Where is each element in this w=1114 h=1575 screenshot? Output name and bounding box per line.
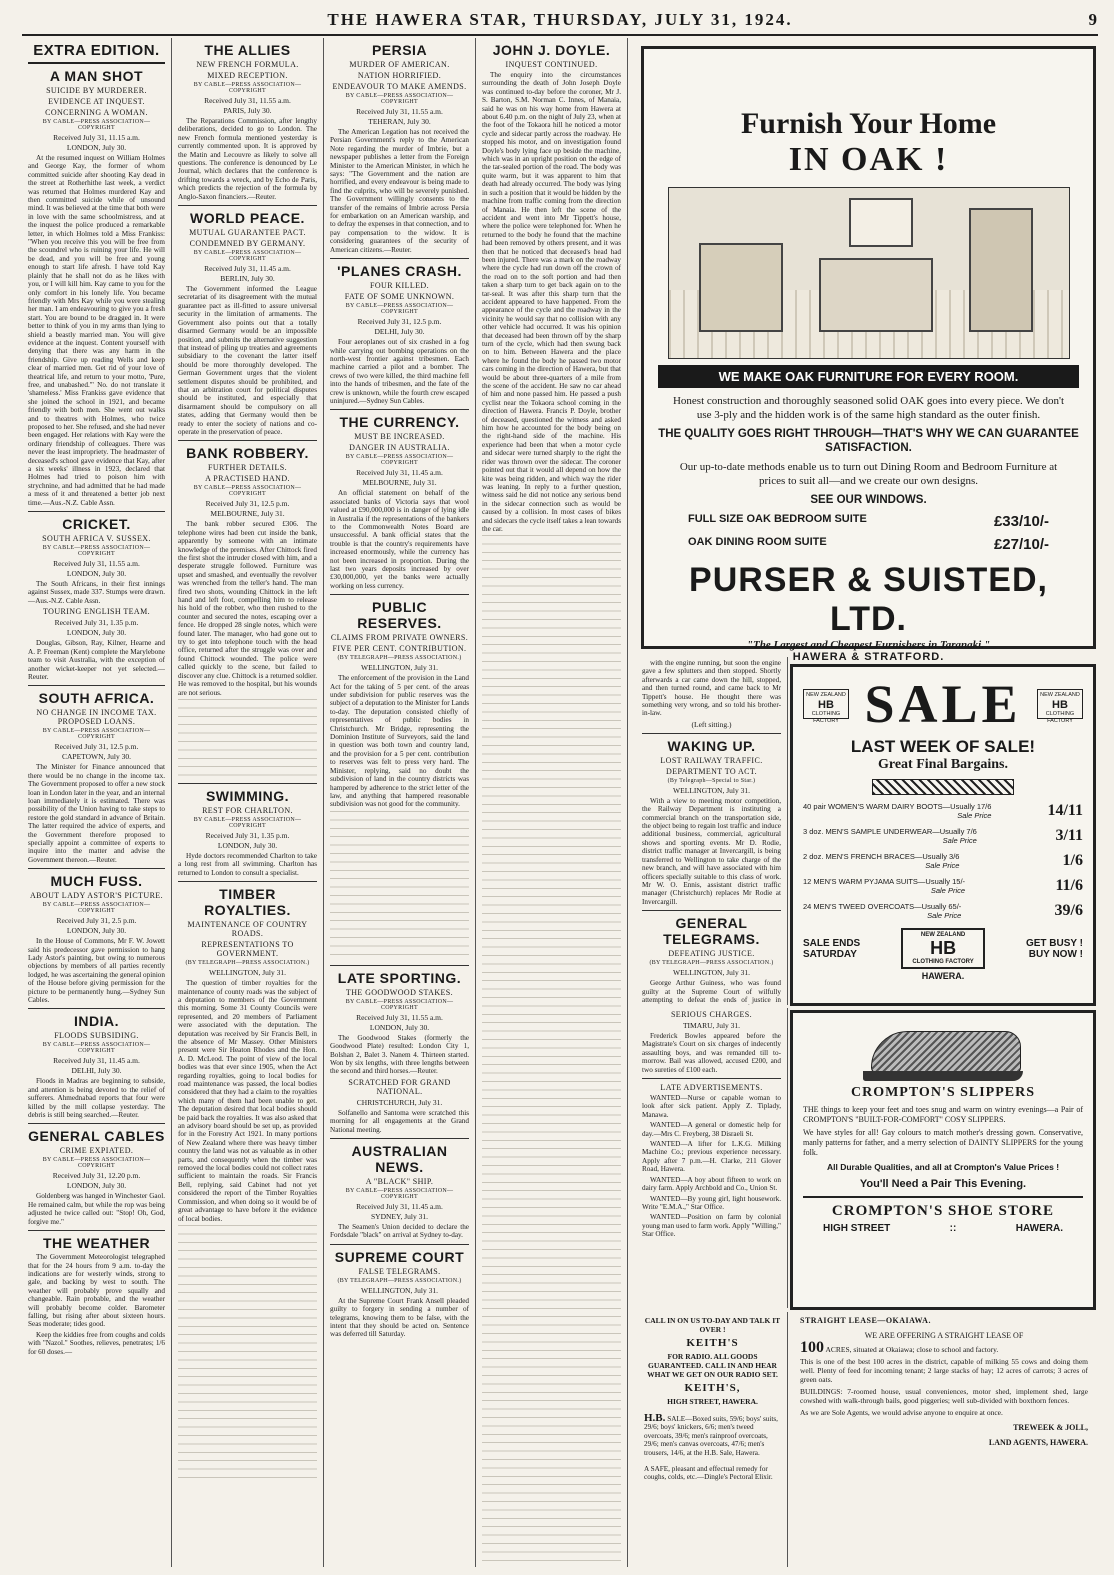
- subheading: FURTHER DETAILS.: [207, 463, 288, 473]
- cable-credit: BY CABLE—PRESS ASSOCIATION—COPYRIGHT: [345, 1187, 454, 1200]
- classified-ad: WANTED—Nurse or capable woman to look after sick patient. Apply Z. Tiplady, Manawa.: [642, 1094, 781, 1119]
- oak-furniture-advertisement: [641, 46, 1096, 663]
- cable-credit: BY CABLE—PRESS ASSOCIATION—COPYRIGHT: [345, 93, 454, 105]
- bedroom-illustration: [668, 187, 1070, 359]
- price-label: FULL SIZE OAK BEDROOM SUITE: [688, 513, 867, 525]
- received-line: Received July 31, 11.55 a.m.: [356, 107, 443, 116]
- dresser-illustration: [699, 243, 783, 332]
- article-body: Solfanello and Santoma were scratched this morning for all engagements at the Grand National meeting.: [330, 1108, 469, 1134]
- subheading: CONDEMNED BY GERMANY.: [189, 239, 306, 249]
- dateline: WELLINGTON, July 31.: [361, 1285, 438, 1295]
- article-heading: GENERAL TELEGRAMS.: [663, 915, 760, 948]
- dateline: LONDON, July 30.: [66, 143, 127, 152]
- article-body: At the Supreme Court Frank Ansell pleaded guilty to forgery in sending a number of telegrams, knowing them to be false, with the intent that they should be acted on. Sentence was deferred till Saturday.: [330, 1296, 469, 1339]
- subheading: MUST BE INCREASED.: [354, 432, 445, 442]
- article-body: In the House of Commons, Mr F. W. Jowett said his predecessor gave permission to hang Lady Astor's painting, but owing to numerous objections by members of all parties recently lodged, he was ascertaining the general opinion of the House before giving permission for the picture to be permanently hung.—Sydney Sun Cables.: [28, 937, 165, 1005]
- dateline: WELLINGTON, July 31.: [673, 785, 750, 795]
- sale-item-description: 12 MEN'S WARM PYJAMA SUITS—Usually 15/-: [803, 877, 966, 886]
- subheading: SUICIDE BY MURDERER.: [46, 86, 147, 95]
- ad-text: We have styles for all! Gay colours to match mother's dressing gown. Conservative, manly patterns for father, and a merry selection of DAINTY SLIPPERS for the young folk.: [803, 1128, 1083, 1157]
- sale-item-description: 3 doz. MEN'S SAMPLE UNDERWEAR—Usually 7/6: [803, 827, 977, 836]
- article-body: The Government Meteorologist telegraphed that for the 24 hours from 9 a.m. to-day the indications are for westerly winds, strong to gale, and backing by west to south. The weather will probably prove squally and changeable. Rain probable, and the weather will probably become colder. Barometer falling, but rising after about sixteen hours. Seas moderate; tides good.: [28, 1253, 165, 1329]
- store-name: KEITH'S,: [684, 1382, 741, 1394]
- article-body: The Seamen's Union decided to declare the Fordsdale "black" on arrival at Sydney to-day.: [330, 1222, 469, 1240]
- classified-ad: WANTED—A lifter for L.K.G. Milking Machine Co.; previous experience necessary. Apply after 7 p.m.—H. Clarke, 211 Glover Road, Hawera.: [642, 1140, 781, 1174]
- extra-edition-heading: EXTRA EDITION.: [28, 42, 165, 64]
- sale-item: [803, 902, 1083, 920]
- article-body: The question of timber royalties for the maintenance of county roads was the subject of a deputation to members of the Government this morning. Some 31 County Councils were represented, and 20 members of Parliament were associated with the deputation. The deputation was received by Sir Francis Bell, in the absence of Mr Massey. Other Ministers present were Sir Heaton Rhodes and the Hon. A. D. McLeod. The point of view of the local bodies was that ever since 1905, when the Act regarding royalties, going to local bodies for road maintenance was passed, the local bodies considered that they had a claim to the royalties which many of them had been unable to get. The deputation desired that local bodies should be paid back the royalties. It was also asked that an advisory board should be set up, as provided for in the Forestry Act 1921. In many portions of New Zealand where there was heavy timber country the land was not as valuable as in other parts, and consequently when the timber was removed the local bodies could not collect rates sufficient to maintain the roads. Sir Francis Bell, replying, said Cabinet had not yet considered the report of the Timber Royalties Commission, and when doing so it would be of great advantage to have before it the evidence of local bodies.: [178, 979, 317, 1223]
- store-name: KEITH'S: [686, 1337, 739, 1349]
- get-busy: GET BUSY !: [1025, 937, 1083, 949]
- divider: [28, 1008, 165, 1009]
- ad-text: BUILDINGS: 7-roomed house, usual conveniences, motor shed, implement shed, large cowshed with walk-through bails, good piggeries; well sub-divided with boxthorn fences.: [800, 1387, 1088, 1405]
- store-address: HIGH STREET :: HAWERA.: [823, 1223, 1063, 1234]
- divider: [178, 440, 317, 441]
- article-body: Keep the kiddies free from coughs and colds with "Nazol." Soothes, relieves, penetrates; 1/6 for 60 doses.—: [28, 1330, 165, 1356]
- subheading: ABOUT LADY ASTOR'S PICTURE.: [30, 891, 163, 901]
- article-body: Floods in Madras are beginning to subside, and attention is being devoted to the relief of sufferers. Ahmednabad reports that four were killed by the mill collapse yesterday. The debris is still being searched.—Reuter.: [28, 1077, 165, 1120]
- subheading: SCRATCHED FOR GRAND NATIONAL.: [348, 1077, 451, 1096]
- window-illustration: [849, 198, 913, 247]
- article-heading: LATE SPORTING.: [337, 969, 462, 986]
- ad-emphasis: All Durable Qualities, and all at Crompton's Value Prices !: [826, 1162, 1060, 1172]
- subheading: DEFEATING JUSTICE.: [668, 949, 755, 959]
- article-heading: TIMBER ROYALTIES.: [204, 886, 291, 919]
- subheading: DANGER IN AUSTRALIA.: [349, 443, 450, 453]
- classifieds-heading: LATE ADVERTISEMENTS.: [660, 1083, 763, 1093]
- sale-location: HAWERA.: [921, 971, 965, 981]
- sale-item: [803, 827, 1083, 845]
- divider: [330, 1138, 469, 1139]
- received-line: Received July 31, 11.45 a.m.: [356, 1201, 443, 1211]
- classified-ad: WANTED—By young girl, light housework. Write "E.M.A.," Star Office.: [642, 1194, 781, 1211]
- sale-item-description: 24 MEN'S TWEED OVERCOATS—Usually 65/-: [803, 902, 962, 911]
- received-line: Received July 31, 11.55 a.m.: [356, 1012, 443, 1022]
- subheading: INQUEST CONTINUED.: [505, 60, 598, 69]
- dateline: DELHI, July 30.: [71, 1066, 122, 1076]
- wardrobe-illustration: [969, 208, 1033, 332]
- hb-badge: NEW ZEALAND HB CLOTHING FACTORY: [1037, 689, 1083, 719]
- ribbon-ornament: [872, 779, 1014, 795]
- sale-items: [803, 802, 1083, 920]
- article-body: The Goodwood Stakes (formerly the Goodwood Plate) resulted: London City 1, Bolshan 2, Balet 3. Nanem 4. Thirteen started. Won by six lengths, with three lengths between the second and third horses.—Reuter.: [330, 1033, 469, 1076]
- ad-headline: Furnish Your Home: [740, 107, 997, 140]
- article-heading: 'PLANES CRASH.: [337, 263, 462, 280]
- article-heading: AUSTRALIAN NEWS.: [351, 1142, 448, 1175]
- sale-price: 14/11: [1047, 802, 1083, 819]
- sale-ends: SALE ENDS: [803, 937, 861, 949]
- article-body: An official statement on behalf of the associated banks of Victoria says that wool valued at £90,000,000 is in danger of lying idle in Australia if the representations of the bankers to the Commonwealth Notes Board are unsuccessful. A bank official states that the trouble is that the country's requirements have increased enormously, while the currency has not been increased in proportion. During the last two years deposits increased by over £30,000,000, yet the banks were actually working on less currency.: [330, 489, 469, 590]
- dateline: WELLINGTON, July 31.: [673, 968, 750, 978]
- slipper-illustration: [863, 1025, 1023, 1081]
- article-heading: PUBLIC RESERVES.: [357, 599, 442, 632]
- ad-text: As we are Sole Agents, we would advise anyone to enquire at once.: [800, 1408, 1003, 1417]
- subheading: LOST RAILWAY TRAFFIC.: [660, 755, 763, 765]
- text-lines: [178, 1225, 317, 1485]
- divider: [330, 409, 469, 410]
- article-body: The enquiry into the circumstances surrounding the death of John Joseph Doyle was continued to-day before the coroner, Mr J. S. Barton, S.M. Norman C. Innes, of Manaia, said he was on his way home from Hawera at about 6.40 p.m. on the night of July 23, when at the foot of the Tokaora hill he noticed a motor cycle and sidecar partly across the roadway. He stopped his motor, and on investigation found Doyle's body lying face up beside the machine, which was in an upright position on the edge of the tar-sealed portion of the road. The body was quite warm, but it was apparent to him that death had already occurred. The body was lying in such a position that it would be hidden by the machine from traffic coming from the direction of Manaia. He then left the scene of the accident and went into Mr Tippett's house, where the police were telephoned for. When he returned to the body he found that the machine had been removed by others present, and it was then that he noticed that deceased's head had been injured. There was a mark on the roadway where the cycle had run down off the crown of the road on to the soft portion and had then taken a sharp turn to get back again on to the tar-seal. It was after this sharp turn that the accident appeared to have happened. From the appearance of the cycle and the roadway in the vicinity he would say that no collision with any other vehicle had occurred. It was his opinion that deceased had been thrown off by the sharp turn of the cycle, which had then swung back on to him. Between Hawera and the place where he found the body he passed two motor cars coming in the direction of Hawera, but that would be about three-quarters of a mile from the scene of the accident. He saw no car ahead of him and none passed him. He passed a push cyclist near the Tokaora school coming in the direction of Hawera. Francis P. Doyle, brother of deceased, questioned the witness and asked him how he accounted for the body being on the right-hand side of the machine. His experience had been that when a motor cycle and sidecar were turned sharply to the right the rider was thrown over the sidecar. The coroner pointed out that it would all depend on how the kite was being ridden, and which way the rider was leaning. In reply to a further question, witness said he did not notice any serious bend in the sidecar connection such as would be caused by a collision. In most cases of bikes and sidecars the cycle itself takes a lean towards the car.: [482, 71, 621, 533]
- sale-price: 39/6: [1054, 902, 1083, 919]
- sale-price-label: Sale Price: [925, 861, 960, 870]
- article-body: With a view to meeting motor competition, the Railway Department is instituting a commercial branch on the transportation side, the object being to regain lost traffic and induce additional business, commercial, agricultural shows and sporting events. Mr D. Rodie, district traffic manager at Invercargill, is being transferred to Wellington to take charge of the new branch, and will have associated with him officers specially suitable to this class of work. Mr W. O. Ennis, assistant district traffic manager (Christchurch) replaces Mr Rodie at Invercargill.: [642, 796, 781, 906]
- dateline: LONDON, July 30.: [66, 926, 127, 936]
- subheading: REPRESENTATIONS TO GOVERNMENT.: [201, 940, 294, 959]
- ad-text: WE ARE OFFERING A STRAIGHT LEASE OF: [864, 1331, 1024, 1340]
- dateline: MELBOURNE, July 31.: [362, 478, 437, 488]
- dateline: LONDON, July 30.: [369, 1022, 430, 1032]
- masthead: [22, 6, 1098, 36]
- subheading: FIVE PER CENT. CONTRIBUTION.: [332, 644, 467, 654]
- article-body: George Arthur Guiness, who was found guilty at the Supreme Court of wilfully attempting to defeat the ends of justice in: [642, 979, 781, 1004]
- dateline: TIMARU, July 31.: [682, 1021, 741, 1030]
- received-line: Received July 31, 1.35 p.m.: [205, 830, 290, 840]
- cable-credit: (BY TELEGRAPH—PRESS ASSOCIATION.): [649, 960, 774, 967]
- cable-credit: BY CABLE—PRESS ASSOCIATION—COPYRIGHT: [42, 728, 151, 741]
- store-address: HIGH STREET, HAWERA.: [667, 1397, 758, 1406]
- subheading: CLAIMS FROM PRIVATE OWNERS.: [330, 633, 469, 643]
- subheading: MAINTENANCE OF COUNTRY ROADS.: [187, 920, 308, 939]
- cromptons-slippers-advertisement: [790, 1010, 1096, 1310]
- subheading: EVIDENCE AT INQUEST.: [48, 97, 145, 106]
- received-line: Received July 31, 11.55 a.m.: [53, 559, 140, 569]
- sale-title: SALE: [864, 674, 1022, 734]
- dateline: CAPETOWN, July 30.: [61, 752, 132, 762]
- dateline: TEHERAN, July 30.: [368, 117, 431, 126]
- ad-emphasis: SEE OUR WINDOWS.: [810, 494, 927, 506]
- divider: [330, 1244, 469, 1245]
- ad-text: 100 ACRES, situated at Okaiawa; close to school and factory.: [800, 1339, 999, 1356]
- ad-headline: STRAIGHT LEASE—OKAIAWA.: [800, 1316, 931, 1325]
- article-heading: SOUTH AFRICA.: [38, 690, 155, 707]
- price-value: £27/10/-: [993, 536, 1049, 553]
- column-1: [22, 38, 172, 1567]
- ad-emphasis: You'll Need a Pair This Evening.: [859, 1178, 1027, 1190]
- article-heading: PERSIA: [371, 42, 428, 58]
- column-4: [476, 38, 628, 1567]
- received-line: Received July 31, 11.45 a.m.: [53, 1056, 140, 1066]
- article-body: The bank robber secured £306. The telephone wires had been cut inside the bank, apparently by someone with an intimate knowledge of the premises. After Chittock fired the first shot the intruder closed with him, and a desperate struggle followed. Furniture was upset and smashed, and eventually the revolver was wrenched from the teller's hand. The man fired two shots, wounding Chittock in the left hand and left foot, compelling him to release his hold of the robber, who then rushed to the counter and secured the notes, escaping over a fence. He dropped 28 single notes, which were found later. The manager, who had gone out to try to get into telephone touch with the head office, returned after the struggle was over and found Chittock wounded. The police were called quickly to the scene, but failed to discover any clue. Chittock is a returned soldier. He was removed to the hospital, but his wounds are not serious.: [178, 520, 317, 697]
- article-heading: GENERAL CABLES: [28, 1128, 165, 1145]
- price-line: [688, 536, 1049, 553]
- subheading: NATION HORRIFIED.: [357, 71, 442, 80]
- dateline: PARIS, July 30.: [223, 106, 272, 115]
- sale-price: 3/11: [1055, 827, 1083, 844]
- sale-footer: [803, 928, 1083, 969]
- cable-credit: BY CABLE—PRESS ASSOCIATION—COPYRIGHT: [42, 1157, 151, 1170]
- article-body: Goldenberg was hanged in Winchester Gaol. He remained calm, but while the rop was being adjusted he twice called out: "Stop! Oh, God, forgive me.": [28, 1192, 165, 1226]
- subheading: FLOODS SUBSIDING.: [54, 1031, 139, 1041]
- article-heading: SUPREME COURT: [334, 1248, 465, 1265]
- bed-illustration: [819, 258, 933, 332]
- cable-credit: BY CABLE—PRESS ASSOCIATION—COPYRIGHT: [42, 902, 151, 915]
- divider: [28, 511, 165, 512]
- subheading: DEPARTMENT TO ACT.: [666, 766, 757, 776]
- cable-credit: BY CABLE—PRESS ASSOCIATION—COPYRIGHT: [42, 119, 151, 131]
- sale-price-label: Sale Price: [927, 911, 962, 920]
- cable-credit: BY CABLE—PRESS ASSOCIATION—COPYRIGHT: [42, 545, 151, 558]
- divider: [28, 1230, 165, 1231]
- sale-header: [803, 673, 1083, 735]
- sale-ends-day: SATURDAY: [803, 948, 857, 960]
- article-body: Douglas, Gibson, Ray, Kilner, Hearne and A. P. Freeman (Kent) complete the Marylebone team to visit Australia, with the exception of another wicket-keeper not yet selected.—Reuter.: [28, 639, 165, 681]
- price-line: [688, 513, 1049, 530]
- store-name: CROMPTON'S SHOE STORE: [803, 1196, 1083, 1220]
- column-5-upper: [636, 657, 788, 1005]
- subheading: FOUR KILLED.: [369, 281, 430, 291]
- ad-text: Our up-to-date methods enable us to turn out Dining Room and Bedroom Furniture at prices to suit all—and we create our own designs.: [679, 461, 1058, 487]
- subheading: TOURING ENGLISH TEAM.: [43, 607, 150, 617]
- cable-credit: BY CABLE—PRESS ASSOCIATION—COPYRIGHT: [42, 1042, 151, 1055]
- elixir-notice: A SAFE, pleasant and effectual remedy for coughs, colds, etc.—Dingle's Pectoral Elixir.: [644, 1465, 773, 1482]
- article-body: The Minister for Finance announced that there would be no change in the income tax. The Government proposed to offer a new stock loan in London later in the year, and an internal loan immediately it is estimated. There was possibility of the Union having to take steps to restore the gold standard in advance of Britain. The latter required the advice of experts, and the Government therefore proposed to specially appoint a committee of experts to inquire into the matter and advise the Government thereon.—Reuter.: [28, 763, 165, 864]
- divider: [28, 1123, 165, 1124]
- sale-item-description: 40 pair WOMEN'S WARM DAIRY BOOTS—Usually 17/6: [803, 802, 992, 811]
- sale-item-description: 2 doz. MEN'S FRENCH BRACES—Usually 3/6: [803, 852, 960, 861]
- text-lines: [330, 811, 469, 961]
- sale-item: [803, 877, 1083, 895]
- dateline: LONDON, July 30.: [66, 628, 127, 638]
- firm-location: HAWERA & STRATFORD.: [792, 651, 945, 663]
- sale-tagline: Great Final Bargains.: [877, 757, 1009, 772]
- sale-price-label: Sale Price: [930, 886, 966, 895]
- article-body: with the engine running, but soon the engine gave a few splutters and then stopped. Shortly afterwards a car came down the hill, stopped, and then turned round, and came back to Mr Tippett's house. He thought there was something very wrong, and so told his brother-in-law.: [642, 659, 781, 718]
- article-heading: THE CURRENCY.: [339, 414, 460, 431]
- classified-ad: WANTED—A general or domestic help for day.—Mrs C. Freyberg, 38 Disraeli St.: [642, 1121, 781, 1138]
- ad-text: FOR RADIO. ALL GOODS GUARANTEED. CALL IN AND HEAR WHAT WE GET ON OUR RADIO SET.: [647, 1352, 778, 1379]
- sale-subtitle: LAST WEEK OF SALE!: [850, 737, 1036, 756]
- received-line: Received July 31, 11.45 a.m.: [356, 468, 443, 478]
- dateline: CHRISTCHURCH, July 31.: [356, 1097, 443, 1107]
- received-line: Received July 31, 11.55 a.m.: [204, 96, 291, 105]
- column-3: [324, 38, 476, 1567]
- article-body: Frederick Bowles appeared before the Magistrate's Court on six charges of indecently assaulting boys, and was remanded till to-morrow. Bail was allowed, accused £200, and two sureties of £100 each.: [642, 1032, 781, 1074]
- article-heading: JOHN J. DOYLE.: [492, 42, 611, 58]
- subheading: SOUTH AFRICA V. SUSSEX.: [42, 534, 151, 544]
- dateline: DELHI, July 30.: [374, 327, 425, 337]
- subheading: MUTUAL GUARANTEE PACT.: [189, 228, 306, 238]
- agent-title: LAND AGENTS, HAWERA.: [988, 1438, 1088, 1447]
- article-body: The South Africans, in their first innings against Sussex, made 337. Stumps were drawn.—Aus.-N.Z. Cable Assn.: [28, 580, 165, 605]
- cable-credit: (BY TELEGRAPH—PRESS ASSOCIATION.): [337, 655, 462, 662]
- received-line: Received July 31, 12.5 p.m.: [357, 317, 442, 327]
- divider: [330, 965, 469, 966]
- buy-now: BUY NOW !: [1028, 948, 1083, 960]
- divider: [642, 1078, 781, 1079]
- sale-price-label: Sale Price: [957, 811, 992, 820]
- article-heading: INDIA.: [74, 1013, 119, 1030]
- classified-ad: WANTED—Position on farm by colonial young man used to farm work. Apply "Willing," Star Office.: [642, 1213, 781, 1239]
- received-line: Received July 31, 11.45 a.m.: [204, 264, 291, 274]
- hb-badge: NEW ZEALAND HB CLOTHING FACTORY: [803, 689, 849, 719]
- article-heading: MUCH FUSS.: [50, 873, 143, 890]
- cable-credit: BY CABLE—PRESS ASSOCIATION—COPYRIGHT: [193, 250, 302, 263]
- ad-banner: WE MAKE OAK FURNITURE FOR EVERY ROOM.: [658, 365, 1079, 388]
- subheading: MIXED RECEPTION.: [207, 71, 288, 80]
- cable-credit: BY CABLE—PRESS ASSOCIATION—COPYRIGHT: [345, 998, 454, 1011]
- divider: [178, 783, 317, 784]
- article-body: Hyde doctors recommended Charlton to take a long rest from all swimming. Charlton has returned to London to consult a specialist.: [178, 851, 317, 877]
- divider: [330, 594, 469, 595]
- sale-price: 1/6: [1062, 852, 1083, 869]
- dateline: SYDNEY, July 31.: [371, 1211, 428, 1221]
- divider: [642, 910, 781, 911]
- dateline: LONDON, July 30.: [66, 569, 127, 579]
- sale-price: 11/6: [1055, 877, 1083, 894]
- cable-credit: BY CABLE—PRESS ASSOCIATION—COPYRIGHT: [193, 816, 302, 829]
- subheading: CRIME EXPIATED.: [59, 1146, 134, 1156]
- keiths-radio-advertisement: [638, 1312, 788, 1567]
- agent-name: TREWEEK & JOLL,: [1013, 1423, 1088, 1432]
- masthead-title: THE HAWERA STAR, THURSDAY, JULY 31, 1924.: [327, 10, 793, 29]
- firm-tagline: "The Largest and Cheapest Furnishers in Taranaki.": [746, 639, 991, 651]
- hb-sale-advertisement: [790, 664, 1096, 1006]
- subheading: REST FOR CHARLTON.: [202, 805, 293, 815]
- text-lines: [482, 535, 621, 1567]
- article-body: The American Legation has not received the Persian Government's reply to the American Note regarding the murder of Imbrie, but a newspaper publishes a letter from the Foreign Minister to the American Minister, in which he says: "The Government and the nation are horrified, and every endeavour is being made to find the culprits, who will be severely punished. The Government willingly consents to the transfer of the remains of Imbrie across Persia for embarkation on an American warship, and to defray the expenses in that connection, and to pay compensation to the widow. It is considering guarantees of the security of American citizens.—Reuter.: [330, 128, 469, 254]
- firm-name: PURSER & SUISTED, LTD.: [689, 561, 1048, 638]
- received-line: Received July 31, 12.5 p.m.: [54, 742, 139, 752]
- article-heading: WAKING UP.: [667, 737, 756, 754]
- article-body: The Government informed the League secretariat of its disagreement with the mutual guarantee pact as ill-fitted to assure universal security in the limitation of armaments. The Government also points out that a totally disarmed Germany would be an impossible position, and submits the alternative suggestion that instead of piling up treaties and agreements subsidiary to the covenant the latter itself should be more thoroughly developed. The German Government urges that the violent settlement disputes should be prohibited, and that an arbitration court for political disputes should be instituted, and especially that disarmament should be compulsory on all states, adding that Germany would then be ready to enter the society of nations and co-operate in the preservation of peace.: [178, 285, 317, 436]
- received-line: Received July 31, 11.15 a.m.: [53, 133, 140, 142]
- classified-ad: WANTED—A boy about fifteen to work on dairy farm. Apply Archbold and Co., Union St.: [642, 1175, 781, 1193]
- article-heading: WORLD PEACE.: [190, 210, 305, 227]
- article-heading: BANK ROBBERY.: [186, 445, 309, 462]
- sale-item: [803, 852, 1083, 870]
- divider: [28, 685, 165, 686]
- subheading: THE GOODWOOD STAKES.: [345, 987, 454, 997]
- hb-sale-notice: H.B. SALE—Boxed suits, 59/6; boys' suits, 29/6; boys' knickers, 6/6; men's tweed overcoats, 39/6; men's rainproof overcoats, 29/6; men's canvas overcoats, 47/6; men's trousers, 14/6, at the H.B. Sale, Hawera.: [644, 1412, 778, 1457]
- dateline: WELLINGTON, July 31.: [361, 663, 438, 673]
- note: (Left sitting.): [691, 719, 732, 729]
- ad-emphasis: THE QUALITY GOES RIGHT THROUGH—THAT'S WHY WE CAN GUARANTEE SATISFACTION.: [658, 428, 1079, 454]
- received-line: Received July 31, 2.5 p.m.: [56, 916, 137, 926]
- dateline: LONDON, July 30.: [217, 840, 278, 850]
- subheading: SERIOUS CHARGES.: [670, 1010, 753, 1019]
- divider: [642, 733, 781, 734]
- subheading: CONCERNING A WOMAN.: [45, 108, 148, 117]
- price-value: £33/10/-: [993, 513, 1049, 530]
- column-2: [172, 38, 324, 1567]
- okaiawa-lease-advertisement: [792, 1312, 1096, 1567]
- page-number: 9: [1088, 10, 1098, 29]
- article-body: The enforcement of the provision in the Land Act for the taking of 5 per cent. of the areas under subdivision for public reserves was the subject of a deputation to the Minister for Lands to-day. The deputation consisted chiefly of representatives of public bodies in Christchurch. Mr Bridge, representing the Dominion Institute of Surveyors, said the land in question was both town and country land, and the provision for a 5 per cent. contribution to reserves was felt to press very hard. The Minister, replying, said no doubt the subdivision of land in the country districts was hampered by adherence to the strict letter of the law, and anything that hampered reasonable subdivision was not good for the community.: [330, 674, 469, 809]
- divider: [28, 868, 165, 869]
- subheading: ENDEAVOUR TO MAKE AMENDS.: [332, 82, 467, 91]
- dateline: MELBOURNE, July 31.: [210, 509, 285, 519]
- cable-credit: (By Telegraph—Special to Star.): [667, 777, 756, 784]
- article-body: At the resumed inquest on William Holmes and George Kay, the former of whom committed suicide after shooting Kay dead in the street at Rotherhithe last week, a verdict was returned that Holmes murdered Kay and then committed suicide while of unsound mind. It was believed at the time that both were in love with the same schoolmistress, and at the inquest the police produced a remarkable letter, in which Holmes told a Miss Frankiss: "When you receive this you will be free from the scoundrel who is ruining your life. He will be dead, and you will be free and young enough to start life afresh. I have told Kay plainly that he shall not do as he likes with you, or I will kill him. Kay came to you for the only comfort in his lonely life. You became friendly with Mrs Kay while you were stealing her man. I am endeavouring to give you a fresh start. You are bound to be dragged in. It were better to think of you in my arms than lying to shield a beastly married man. You will give evidence at the inquest. Content yourself with denying that there was any harm in the friendship. Give up reading Wells and keep clear of married men. Get rid of your love of theatrical life, and return to your motto, 'Pure, free, and unabashed.'" No. do not translate it 'shameless.' Miss Frankiss gave evidence that she joined the school in 1921, and became friendly with both men. She went out walks and to theatres with Holmes, who twice proposed to her. She refused, and she had never been engaged. Her relations with Kay were the ordinary friendship of colleagues. There was never the least impropriety. The headmaster of deceased's school gave evidence that Kay, after a six weeks' illness in 1923, declared that Holmes had tried to poison him with strychnine, and had admitted that he had made a mess of it and threatened a better job next time.—Aus.-N.Z. Cable Assn.: [28, 154, 165, 507]
- subheading: NEW FRENCH FORMULA.: [196, 60, 299, 69]
- cable-credit: BY CABLE—PRESS ASSOCIATION—COPYRIGHT: [193, 82, 302, 94]
- cable-credit: BY CABLE—PRESS ASSOCIATION—COPYRIGHT: [345, 303, 454, 316]
- article-heading: THE WEATHER: [42, 1235, 151, 1252]
- subheading: FATE OF SOME UNKNOWN.: [344, 292, 455, 302]
- article-heading: SWIMMING.: [205, 787, 290, 804]
- cable-credit: (BY TELEGRAPH—PRESS ASSOCIATION.): [185, 960, 310, 967]
- sale-price-label: Sale Price: [942, 836, 977, 845]
- ad-text: Honest construction and thoroughly seasoned solid OAK goes into every piece. We don't use 3-ply and the hidden work is of the same high standard as the outer finish.: [672, 395, 1064, 421]
- ad-headline: IN OAK !: [788, 141, 949, 178]
- ad-text: CALL IN ON US TO-DAY AND TALK IT OVER !: [644, 1316, 781, 1334]
- ad-text: THE things to keep your feet and toes snug and warm on wintry evenings—a Pair of CROMPTON'S "BUILT-FOR-COMFORT" COSY SLIPPERS.: [803, 1105, 1083, 1124]
- article-heading: THE ALLIES: [204, 42, 291, 58]
- divider: [330, 258, 469, 259]
- ad-text: This is one of the best 100 acres in the district, capable of milking 55 cows and doing them well. Plenty of feed for incoming tenant; 2 large stacks of hay; 12 acres of carrots; 3 acres of green oats.: [800, 1357, 1088, 1384]
- subheading: MURDER OF AMERICAN.: [349, 60, 450, 69]
- article-body: The Reparations Commission, after lengthy deliberations, decided to go to London. The new French formula mentioned yesterday is currently commented upon. It is approved by the Matin and Lecouvre as likely to solve all questions. The conference is denounced by Le Journal, which declares that the conference is drifting towards a wreck, and by Echo de Paris, which predicts the rejection of the formula by Anglo-Saxon financiers.—Reuter.: [178, 117, 317, 201]
- subheading: A PRACTISED HAND.: [205, 474, 290, 484]
- hb-logo: NEW ZEALAND HB CLOTHING FACTORY: [901, 928, 985, 969]
- cable-credit: (BY TELEGRAPH—PRESS ASSOCIATION.): [337, 1277, 462, 1284]
- subheading: FALSE TELEGRAMS.: [358, 1266, 441, 1276]
- article-heading: A MAN SHOT: [49, 68, 144, 84]
- sale-item: [803, 802, 1083, 820]
- divider: [178, 881, 317, 882]
- subheading: A "BLACK" SHIP.: [365, 1176, 434, 1186]
- dateline: WELLINGTON, July 31.: [209, 968, 286, 978]
- divider: [178, 205, 317, 206]
- article-body: Four aeroplanes out of six crashed in a fog while carrying out bombing operations on the north-west frontier against tribesmen. Each machine carried a pilot and a bomber. The crews of two were killed, the third machine fell into the hands of tribesmen, and the fate of the crew is unknown, while the fourth crew escaped uninjured.—Sydney Sun Cables.: [330, 338, 469, 405]
- dateline: LONDON, July 30.: [66, 1181, 127, 1191]
- ad-headline: CROMPTON'S SLIPPERS: [850, 1085, 1036, 1100]
- received-line: Received July 31, 1.35 p.m.: [54, 618, 139, 628]
- text-lines: [178, 699, 317, 779]
- received-line: Received July 31, 12.5 p.m.: [205, 499, 290, 509]
- cable-credit: BY CABLE—PRESS ASSOCIATION—COPYRIGHT: [345, 454, 454, 467]
- price-label: OAK DINING ROOM SUITE: [688, 536, 827, 548]
- subheading: NO CHANGE IN INCOME TAX. PROPOSED LOANS.: [36, 708, 157, 727]
- dateline: BERLIN, July 30.: [220, 274, 275, 284]
- article-heading: CRICKET.: [62, 516, 131, 533]
- column-5-lower: [636, 1008, 788, 1308]
- cable-credit: BY CABLE—PRESS ASSOCIATION—COPYRIGHT: [193, 485, 302, 498]
- received-line: Received July 31, 12.20 p.m.: [52, 1171, 141, 1181]
